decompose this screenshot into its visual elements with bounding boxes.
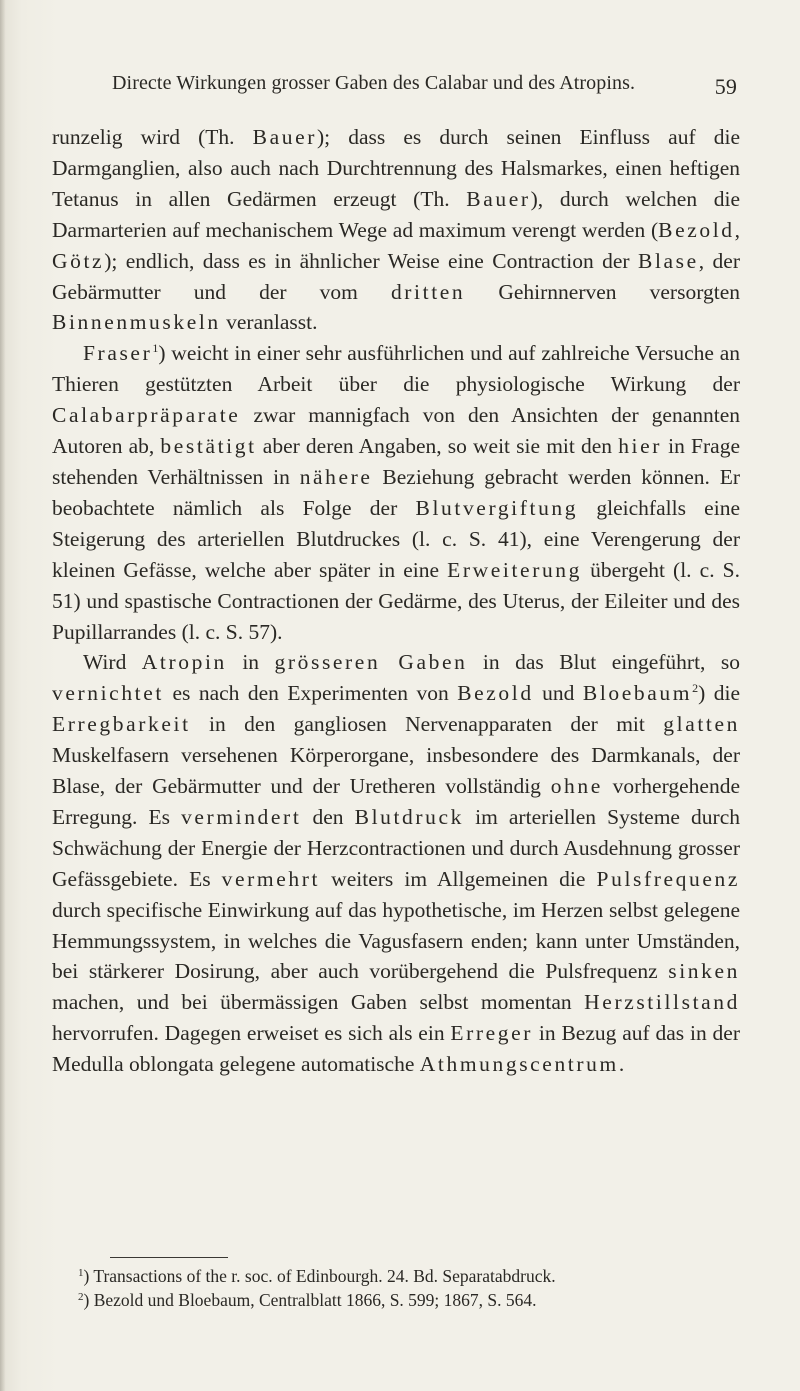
text-run: weicht in einer sehr ausführlichen und auf zahlreiche Versuche an Thieren gestützten Arbeit über die physiologische Wirkung der bbox=[52, 341, 740, 397]
spaced-emphasis: Bauer bbox=[252, 125, 317, 149]
text-run: Gehirnnerven versorgten bbox=[465, 279, 740, 304]
text-run: weiters im Allgemeinen die bbox=[320, 866, 597, 891]
text-run: es nach den Experimenten von bbox=[163, 681, 458, 706]
text-run: durch specifische Einwirkung auf das hypothetische, im Herzen selbst gelegene Hemmungssystem, in welches die Vagusfasern enden; kann unter Umständen, bei stärkerer Dosirung, aber auch vorübergehend die Pulsfrequenz bbox=[52, 897, 740, 984]
text-run: ); dass es durch seinen Einfluss auf die Darmganglien, also auch nach Durchtrennung des Halsmarkes, einen heftigen Tetanus in allen Gedärmen erzeugt (Th. bbox=[52, 125, 740, 211]
spaced-emphasis: vermindert bbox=[181, 804, 302, 829]
text-run: die bbox=[705, 681, 740, 706]
spaced-emphasis: Götz bbox=[52, 248, 105, 273]
text-run: vorhergehende Erregung. Es bbox=[52, 774, 740, 829]
text-run: Muskelfasern versehenen Körperorgane, insbesondere des Darmkanals, der Blase, der Gebärmutter und der Uretheren vollständig bbox=[52, 743, 740, 799]
text-run: , der Gebärmutter und der vom bbox=[52, 248, 741, 304]
text-run: , bbox=[734, 217, 740, 242]
spaced-emphasis: Blase bbox=[638, 248, 699, 273]
text-run: den bbox=[301, 804, 355, 829]
text-run: aber deren Angaben, so weit sie mit den bbox=[256, 434, 619, 459]
text-run: Wird bbox=[83, 650, 142, 675]
binding-edge bbox=[0, 0, 6, 1391]
text-run: in Bezug auf das in der Medulla oblongata gelegene automatische bbox=[52, 1021, 740, 1077]
spaced-emphasis: hier bbox=[618, 434, 663, 459]
spaced-emphasis: Blutvergiftung bbox=[415, 495, 579, 520]
spaced-emphasis: ohne bbox=[550, 774, 603, 799]
footnote-rule bbox=[110, 1257, 228, 1258]
spaced-emphasis: Pulsfrequenz bbox=[596, 866, 740, 891]
footnote-1: $^1$) Transactions of the r. soc. of Edinbourgh. 24. Bd. Separatabdruck. bbox=[78, 1266, 556, 1286]
text-run: in das Blut eingeführt, so bbox=[467, 650, 740, 675]
footnote-text: Transactions of the r. soc. of Edinbourgh. 24. Bd. Separatabdruck. bbox=[93, 1266, 556, 1286]
spaced-emphasis: glatten bbox=[663, 712, 740, 737]
running-title: Directe Wirkungen grosser Gaben des Calabar und des Atropins. bbox=[112, 72, 636, 94]
text-run: Beziehung gebracht werden können. Er beobachtete nämlich als Folge der bbox=[52, 464, 741, 520]
text-run: in den gangliosen Nervenapparaten der mit bbox=[190, 712, 664, 737]
footnote-mark: 1 bbox=[78, 1267, 84, 1279]
text-run: runzelig wird (Th. bbox=[52, 125, 253, 149]
text-run: ), durch welchen die Darmarterien auf mechanischem Wege ad maximum verengt werden ( bbox=[52, 186, 741, 242]
text-run: ); endlich, dass es in ähnlicher Weise eine Contraction der bbox=[104, 248, 638, 273]
text-run: übergeht (l. c. S. 51) und spastische Contractionen der Gedärme, des Uterus, der Eileiter und des Pupillarrandes (l. c. S. 57). bbox=[52, 557, 740, 644]
spaced-emphasis: Bezold bbox=[457, 681, 534, 706]
text-run: in Frage stehenden Verhältnissen in bbox=[52, 434, 740, 489]
spaced-emphasis: Athmungscentrum bbox=[419, 1052, 619, 1077]
spaced-emphasis: Erweiterung bbox=[447, 557, 583, 582]
body-text bbox=[52, 122, 740, 1080]
text-run: hervorrufen. Dagegen erweiset es sich als ein bbox=[52, 1021, 451, 1046]
text-run: und bbox=[533, 681, 583, 706]
footnote-mark: 2 bbox=[78, 1291, 84, 1303]
spaced-emphasis: grösseren Gaben bbox=[274, 650, 468, 675]
text-run: veranlasst. bbox=[220, 310, 318, 335]
text-run: . bbox=[618, 1052, 625, 1077]
spaced-emphasis: sinken bbox=[668, 959, 740, 984]
spaced-emphasis: Fraser bbox=[83, 341, 153, 366]
footnote-ref: 1 bbox=[152, 341, 159, 356]
spaced-emphasis: bestätigt bbox=[160, 434, 257, 459]
page-number: 59 bbox=[714, 74, 737, 99]
spaced-emphasis: Bauer bbox=[466, 186, 531, 211]
spaced-emphasis: Bloebaum bbox=[582, 681, 693, 706]
spaced-emphasis: vermehrt bbox=[221, 866, 321, 891]
spaced-emphasis: dritten bbox=[390, 279, 466, 304]
spaced-emphasis: vernichtet bbox=[52, 681, 164, 706]
spaced-emphasis: Binnenmuskeln bbox=[52, 310, 221, 335]
spaced-emphasis: Erregbarkeit bbox=[52, 712, 191, 737]
spaced-emphasis: Herzstillstand bbox=[584, 990, 740, 1015]
text-run: zwar mannigfach von den Ansichten der genannten Autoren ab, bbox=[52, 403, 740, 459]
paragraph-2: Fraser$^1$) weicht in einer sehr ausführlichen und auf zahlreiche Versuche an Thieren gestützten Arbeit über die physiologische Wirkung der Calabarpräparate zwar mannigfach von den Ansichten der genannten Autoren ab, bestätigt aber deren Angaben, so weit sie mit den hier in Frage stehenden Verhältnissen in nähere Beziehung gebracht werden können. Er beobachtete nämlich als Folge der Blutvergiftung gleichfalls eine Steigerung des arteriellen Blutdruckes (l. c. S. 41), eine Verengerung der kleinen Gefässe, welche aber später in eine Erweiterung übergeht (l. c. S. 51) und spastische Contractionen der Gedärme, des Uterus, der Eileiter und des Pupillarrandes (l. c. S. 57). bbox=[52, 341, 741, 644]
footnote-2: $^2$) Bezold und Bloebaum, Centralblatt 1866, S. 599; 1867, S. 564. bbox=[78, 1290, 537, 1310]
spaced-emphasis: Blutdruck bbox=[354, 804, 465, 829]
spaced-emphasis: Calabarpräparate bbox=[52, 403, 241, 428]
paragraph-1 bbox=[52, 122, 740, 338]
spaced-emphasis: nähere bbox=[299, 464, 373, 489]
spaced-emphasis: Bezold bbox=[658, 217, 735, 242]
text-run: machen, und bei übermässigen Gaben selbst momentan bbox=[52, 990, 585, 1015]
footnote-text: Bezold und Bloebaum, Centralblatt 1866, S. 599; 1867, S. 564. bbox=[93, 1290, 537, 1310]
paragraph-3: Wird Atropin in grösseren Gaben in das Blut eingeführt, so vernichtet es nach den Experimenten von Bezold und Bloebaum$^2$) die Erregbarkeit in den gangliosen Nervenapparaten der mit glatten Muskelfasern versehenen Körperorgane, insbesondere des Darmkanals, der Blase, der Gebärmutter und der Uretheren vollständig ohne vorhergehende Erregung. Es vermindert den Blutdruck im arteriellen Systeme durch Schwächung der Energie der Herzcontractionen und durch Ausdehnung grosser Gefässgebiete. Es vermehrt weiters im Allgemeinen die Pulsfrequenz durch specifische Einwirkung auf das hypothetische, im Herzen selbst gelegene Hemmungssystem, in welches die Vagusfasern enden; kann unter Umständen, bei stärkerer Dosirung, aber auch vorübergehend die Pulsfrequenz sinken machen, und bei übermässigen Gaben selbst momentan Herzstillstand hervorrufen. Dagegen erweiset es sich als ein Erreger in Bezug auf das in der Medulla oblongata gelegene automatische Athmungscentrum. bbox=[52, 650, 741, 1077]
text-run: gleichfalls eine Steigerung des arteriellen Blutdruckes (l. c. S. 41), eine Verengerung der kleinen Gefässe, welche aber später in eine bbox=[52, 495, 740, 582]
footnotes bbox=[78, 1264, 748, 1312]
footnote-ref: 2 bbox=[692, 681, 699, 696]
spaced-emphasis: Atropin bbox=[141, 650, 227, 675]
text-run: im arteriellen Systeme durch Schwächung der Energie der Herzcontractionen und durch Ausdehnung grosser Gefässgebiete. Es bbox=[52, 804, 741, 891]
text-run: in bbox=[226, 650, 275, 675]
spaced-emphasis: Erreger bbox=[450, 1021, 534, 1046]
running-header bbox=[112, 72, 737, 102]
